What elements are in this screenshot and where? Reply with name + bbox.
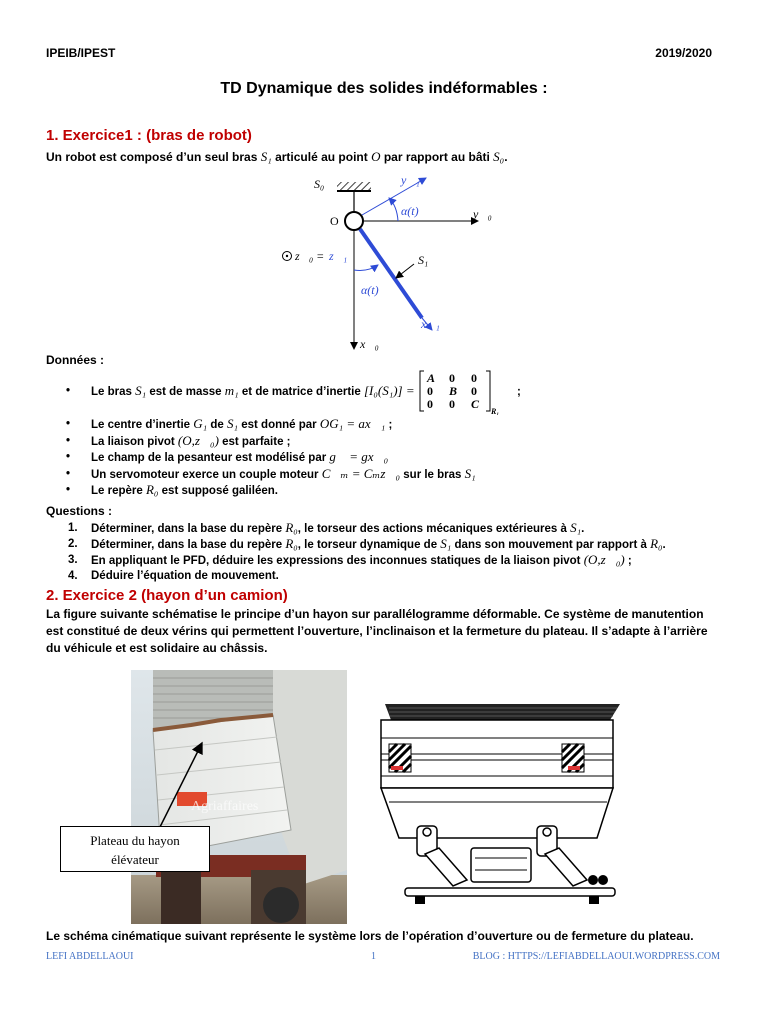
question-number: 1. — [68, 522, 78, 534]
item-math: S₁ — [227, 416, 239, 431]
intro-o: O — [371, 149, 381, 164]
exercise2-paragraph: La figure suivante schématise le principe d’un hayon sur parallélogramme déformable. Ce système de manutention est constitué de deux vérins qui permettent l’ouverture, l’inclinaison et la fermeture du plateau. Il s’adapte à l’arrière du véhicule et est solidaire au châssis. — [46, 607, 708, 655]
callout-arrow — [150, 735, 210, 835]
question-text: , le torseur dynamique de — [297, 539, 441, 551]
tailgate-lift-drawing — [375, 698, 625, 912]
list-item — [46, 369, 736, 413]
hazard-plate-left — [389, 744, 411, 772]
intro-s0: S₀ — [493, 149, 505, 164]
item-math: G₁ — [193, 416, 208, 431]
intro-text: par rapport au bâti — [380, 150, 494, 164]
item-text: Le champ de la pesanteur est modélisé par — [91, 452, 330, 464]
label-x1: x⃗₁ — [421, 317, 440, 331]
item-math: C⃗ₘ = Cₘz⃗₀ — [321, 465, 401, 481]
callout-line: Plateau du hayon — [90, 833, 180, 848]
item-text: est supposé galiléen. — [158, 485, 278, 497]
callout-line: élévateur — [111, 852, 159, 867]
bullet-icon: • — [66, 467, 71, 480]
item-text: est donné par — [238, 419, 320, 431]
question-text: dans son mouvement par rapport à — [451, 539, 651, 551]
question-text: Déterminer, dans la base du repère — [91, 539, 286, 551]
matrix-cell: 0 — [470, 371, 477, 385]
item-text: est parfaite ; — [218, 435, 291, 448]
item-math: S₁ — [135, 383, 147, 399]
list-item — [46, 416, 736, 433]
question-number: 3. — [68, 554, 78, 566]
item-math: S₁ — [464, 465, 476, 481]
item-text: ; — [385, 419, 393, 431]
pivot-circle — [345, 212, 363, 230]
item-text: Le bras — [91, 386, 136, 399]
item-text: La liaison pivot — [91, 435, 178, 448]
matrix-cell: 0 — [448, 397, 455, 411]
question-text: Déduire l’équation de mouvement. — [91, 570, 279, 582]
exercise1-intro — [46, 148, 726, 166]
questions-list — [46, 520, 746, 584]
hazard-plate-right — [562, 744, 584, 772]
label-x0: x⃗₀ — [360, 337, 379, 351]
item-text: Le repère — [91, 485, 146, 497]
s1-pointer — [396, 264, 414, 278]
item-text: ; — [517, 386, 521, 399]
page-title: TD Dynamique des solides indéformables : — [220, 80, 548, 97]
item-math: [I₀(S₁)] = — [363, 383, 415, 399]
exercise1-heading: 1. Exercice1 : (bras de robot) — [46, 127, 252, 144]
intro-s1: S₁ — [260, 149, 272, 164]
bar-s1 — [360, 229, 422, 318]
alpha-bottom-arc — [354, 265, 378, 270]
label-s1: S₁ — [418, 253, 429, 267]
matrix-subscript: R₁ — [490, 407, 499, 415]
label-alpha-top: α(t) — [401, 204, 419, 218]
label-o: O — [330, 214, 339, 228]
question-item — [46, 552, 746, 568]
matrix-cell: 0 — [426, 397, 433, 411]
exercise2-closing: Le schéma cinématique suivant représente le système lors de l’opération d’ouverture ou de fermeture du plateau. — [46, 929, 694, 943]
data-list — [46, 369, 736, 413]
matrix-cell: A — [426, 371, 435, 385]
footer-blog-link[interactable]: BLOG : HTTPS://LEFIABDELLAOUI.WORDPRESS.COM — [472, 951, 720, 962]
alpha-top-arc — [389, 198, 398, 221]
bullet-icon: • — [66, 434, 71, 447]
intro-text: Un robot est composé d’un seul bras — [46, 150, 261, 164]
item-text: et de matrice d’inertie — [238, 386, 364, 399]
question-text: Déterminer, dans la base du repère — [91, 523, 286, 535]
matrix-cell: B — [448, 384, 457, 398]
question-math: R₀ — [285, 520, 298, 535]
inertia-matrix-svg — [418, 369, 508, 415]
callout-box — [60, 826, 210, 872]
question-number: 4. — [68, 570, 78, 582]
bullet-icon: • — [66, 484, 71, 496]
question-math: S₁ — [440, 536, 452, 551]
question-item — [46, 520, 746, 536]
label-y1: y⃗₁ — [401, 173, 420, 187]
data-heading: Données : — [46, 353, 105, 367]
question-text: En appliquant le PFD, déduire les expressions des inconnues statiques de la liaison pivot — [91, 555, 584, 567]
item-text: Le centre d’inertie — [91, 419, 194, 431]
header-left: IPEIB/IPEST — [46, 46, 116, 60]
question-math: R₀ — [650, 536, 663, 551]
data-list-rest — [46, 416, 736, 499]
ground-hatch — [337, 182, 371, 191]
matrix-cell: C — [470, 397, 479, 411]
question-text: , le torseur des actions mécaniques extérieures à — [297, 523, 571, 535]
robot-arm-figure — [270, 168, 500, 354]
matrix-cell: 0 — [470, 384, 477, 398]
item-math: OG₁ = ax⃗₁ — [319, 416, 386, 431]
bullet-icon: • — [66, 418, 71, 430]
item-math: R₀ — [145, 482, 159, 497]
label-z1: z⃗₁ — [329, 249, 348, 263]
header-right: 2019/2020 — [655, 46, 712, 60]
intro-text: . — [504, 150, 508, 164]
question-math: (O,z⃗₀) — [583, 552, 625, 567]
item-math: g⃗ = gx⃗₀ — [329, 449, 389, 464]
question-text: ; — [624, 555, 632, 567]
question-math: R₀ — [285, 536, 298, 551]
photo-watermark: Agriaffaires — [191, 799, 259, 814]
item-math: (O,z⃗₀) — [177, 432, 219, 448]
item-text: est de masse — [146, 386, 225, 399]
matrix-cell: 0 — [448, 371, 455, 385]
footer-page-number: 1 — [371, 951, 376, 962]
label-alpha-bottom: α(t) — [361, 283, 379, 297]
bullet-icon: • — [66, 451, 71, 463]
matrix-cell: 0 — [426, 384, 433, 398]
label-s0: S₀ — [314, 177, 325, 191]
label-y0: y⃗₀ — [473, 207, 492, 221]
z-out-dot-icon — [286, 255, 288, 257]
intro-text: articulé au point — [271, 150, 372, 164]
question-text: . — [662, 539, 666, 551]
list-item — [46, 433, 736, 450]
item-text: Un servomoteur exerce un couple moteur — [91, 468, 322, 481]
item-text: sur le bras — [400, 468, 465, 481]
list-item — [46, 482, 736, 499]
inertia-matrix — [418, 369, 508, 415]
question-item — [46, 536, 746, 552]
question-number: 2. — [68, 538, 78, 550]
list-item — [46, 466, 736, 483]
bullet-icon: • — [66, 385, 71, 397]
list-item — [46, 449, 736, 466]
question-item — [46, 568, 746, 584]
question-math: S₁ — [570, 520, 582, 535]
item-text: de — [207, 419, 227, 431]
exercise2-heading: 2. Exercice 2 (hayon d’un camion) — [46, 587, 288, 604]
question-text: . — [581, 523, 585, 535]
label-z-eq: z⃗₀ = — [295, 249, 325, 263]
item-math: m₁ — [224, 383, 239, 399]
footer-author: LEFI ABDELLAOUI — [46, 951, 134, 962]
questions-heading: Questions : — [46, 504, 113, 518]
